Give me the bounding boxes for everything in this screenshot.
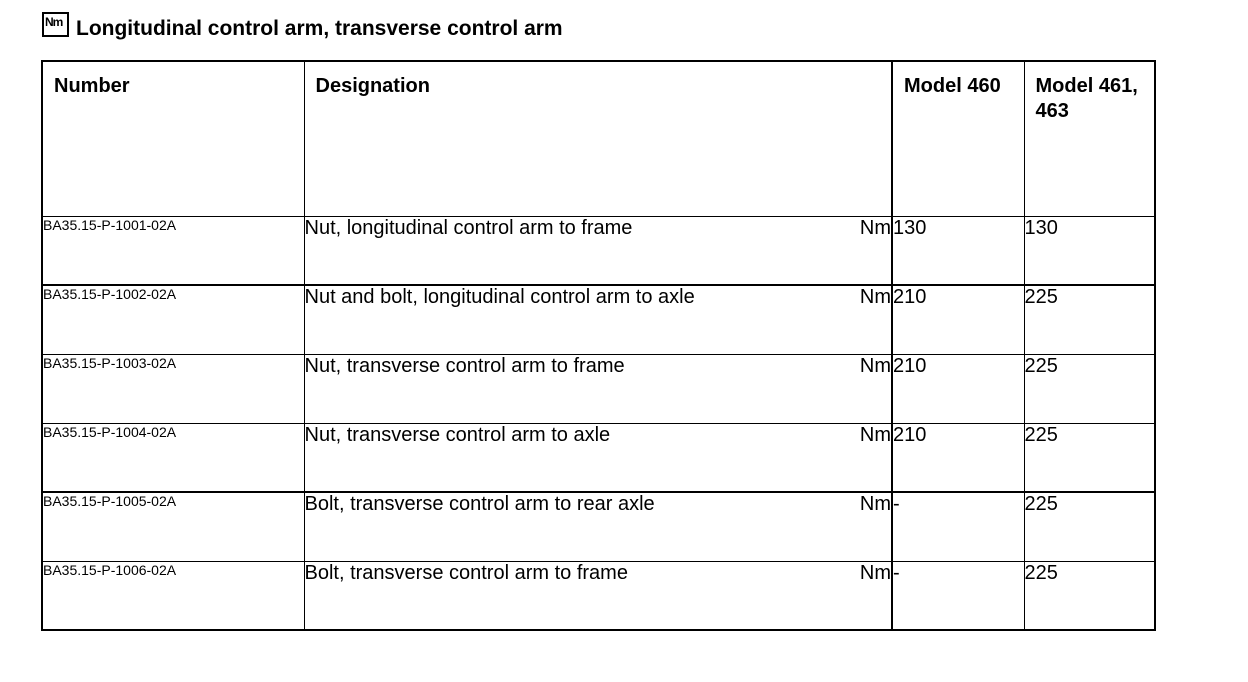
row-unit: Nm xyxy=(859,423,891,446)
header-model-461-463: Model 461, 463 xyxy=(1024,61,1155,216)
row-designation: Bolt, transverse control arm to rear axle xyxy=(304,493,655,515)
title-text: Longitudinal control arm, transverse control arm xyxy=(76,17,563,40)
header-number: Number xyxy=(42,61,304,216)
row-unit: Nm xyxy=(859,561,891,584)
row-number: BA35.15-P-1005-02A xyxy=(42,492,304,561)
row-number: BA35.15-P-1004-02A xyxy=(42,423,304,492)
document-title xyxy=(42,14,563,44)
header-designation: Designation xyxy=(304,61,892,216)
row-number: BA35.15-P-1001-02A xyxy=(42,216,304,285)
row-model-460: - xyxy=(892,561,1024,630)
row-designation-cell xyxy=(304,354,892,423)
nm-torque-icon: Nm xyxy=(42,12,69,37)
table-row xyxy=(42,354,1155,423)
row-number: BA35.15-P-1003-02A xyxy=(42,354,304,423)
row-designation-cell xyxy=(304,285,892,354)
row-number: BA35.15-P-1006-02A xyxy=(42,561,304,630)
row-designation: Nut and bolt, longitudinal control arm to axle xyxy=(304,286,695,308)
row-designation: Bolt, transverse control arm to frame xyxy=(304,561,628,584)
row-designation-cell xyxy=(304,423,892,492)
row-designation: Nut, transverse control arm to frame xyxy=(304,354,625,377)
row-model-461-463: 130 xyxy=(1024,216,1155,285)
row-unit: Nm xyxy=(859,286,891,308)
row-model-460: 130 xyxy=(892,216,1024,285)
row-designation: Nut, transverse control arm to axle xyxy=(304,423,611,446)
row-model-460: 210 xyxy=(892,285,1024,354)
row-model-460: - xyxy=(892,492,1024,561)
row-designation-cell xyxy=(304,561,892,630)
row-designation-cell xyxy=(304,216,892,285)
row-model-461-463: 225 xyxy=(1024,561,1155,630)
row-model-460: 210 xyxy=(892,354,1024,423)
table-header-row xyxy=(42,61,1155,216)
torque-table xyxy=(41,60,1156,631)
table-row xyxy=(42,423,1155,492)
table-row xyxy=(42,561,1155,630)
row-designation: Nut, longitudinal control arm to frame xyxy=(304,216,633,239)
row-model-461-463: 225 xyxy=(1024,492,1155,561)
header-model-460: Model 460 xyxy=(892,61,1024,216)
row-model-461-463: 225 xyxy=(1024,423,1155,492)
row-designation-cell xyxy=(304,492,892,561)
table-row xyxy=(42,285,1155,354)
row-unit: Nm xyxy=(859,216,891,239)
row-unit: Nm xyxy=(859,354,891,377)
row-model-461-463: 225 xyxy=(1024,285,1155,354)
table-row xyxy=(42,216,1155,285)
row-number: BA35.15-P-1002-02A xyxy=(42,285,304,354)
row-model-461-463: 225 xyxy=(1024,354,1155,423)
row-model-460: 210 xyxy=(892,423,1024,492)
row-unit: Nm xyxy=(859,493,891,515)
table-row xyxy=(42,492,1155,561)
